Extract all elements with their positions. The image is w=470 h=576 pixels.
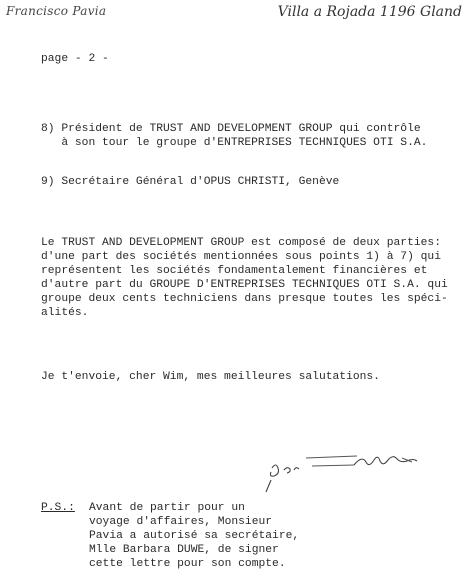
- body-paragraph: Le TRUST AND DEVELOPMENT GROUP est composé de deux parties: d'une part des sociétés mentionnées sous points 1) à 7) qui représentent les sociétés fondamentalement financières et d'autre part du GROUPE D'ENTREPRISES TECHNIQUES OTI S.A. qui groupe deux cents techniciens dans presque toutes les spéci- alités.: [41, 237, 448, 319]
- handwritten-signature: [262, 440, 442, 500]
- letterhead-right: Villa a Rojada 1196 Gland: [277, 4, 462, 20]
- list-item-9: 9) Secrétaire Général d'OPUS CHRISTI, Genève: [41, 176, 340, 188]
- ps-label: P.S.:: [41, 502, 75, 514]
- letterhead-left: Francisco Pavia: [6, 4, 107, 18]
- ps-text: Avant de partir pour un voyage d'affaires, Monsieur Pavia a autorisé sa secrétaire, Mlle Barbara DUWE, de signer cette lettre pour son compte.: [89, 502, 300, 570]
- closing-line: Je t'envoie, cher Wim, mes meilleures salutations.: [41, 371, 380, 383]
- page-number: page - 2 -: [41, 53, 109, 65]
- list-item-8: 8) Président de TRUST AND DEVELOPMENT GROUP qui contrôle à son tour le groupe d'ENTREPRISES TECHNIQUES OTI S.A.: [41, 123, 428, 149]
